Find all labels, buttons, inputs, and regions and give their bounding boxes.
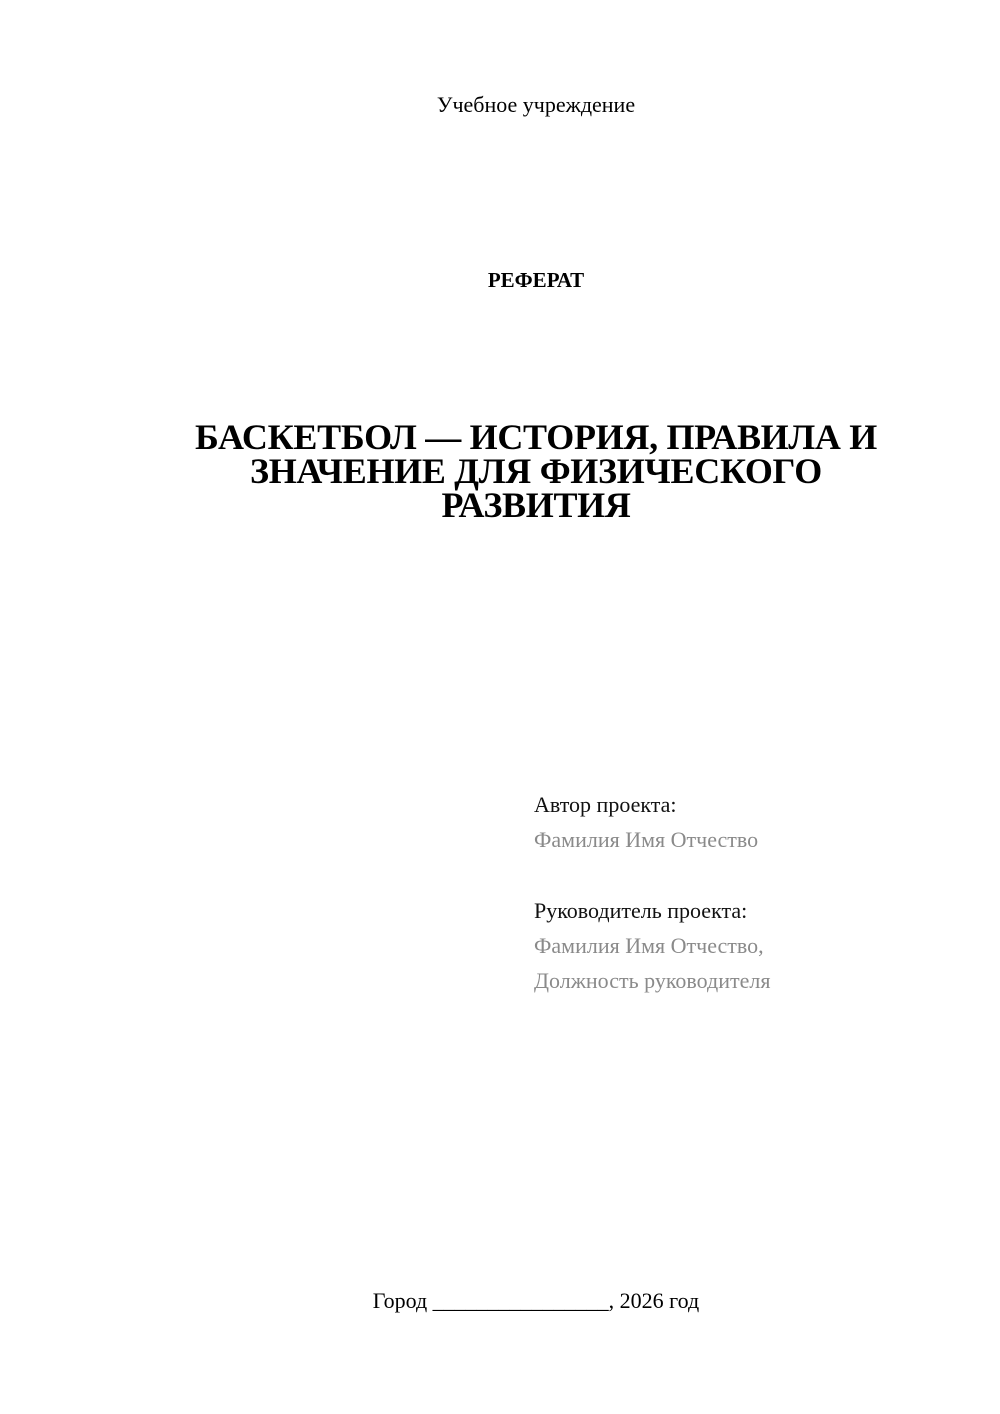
title-line: РАЗВИТИЯ [441,485,631,525]
supervisor-label: Руководитель проекта: [534,898,748,923]
title-line: БАСКЕТБОЛ — ИСТОРИЯ, ПРАВИЛА И [195,417,877,457]
author-label: Автор проекта: [534,792,677,817]
title-line: ЗНАЧЕНИЕ ДЛЯ ФИЗИЧЕСКОГО [250,451,822,491]
supervisor-block [534,893,770,998]
document-title [150,417,922,525]
supervisor-name: Фамилия Имя Отчество, [534,933,764,958]
supervisor-position: Должность руководителя [534,968,771,993]
city-year-footer: Город ________________, 2026 год [372,1288,700,1313]
institution-name: Учебное учреждение [436,92,636,117]
author-block [534,787,758,857]
author-name: Фамилия Имя Отчество [534,827,759,852]
document-type: РЕФЕРАТ [487,268,585,292]
